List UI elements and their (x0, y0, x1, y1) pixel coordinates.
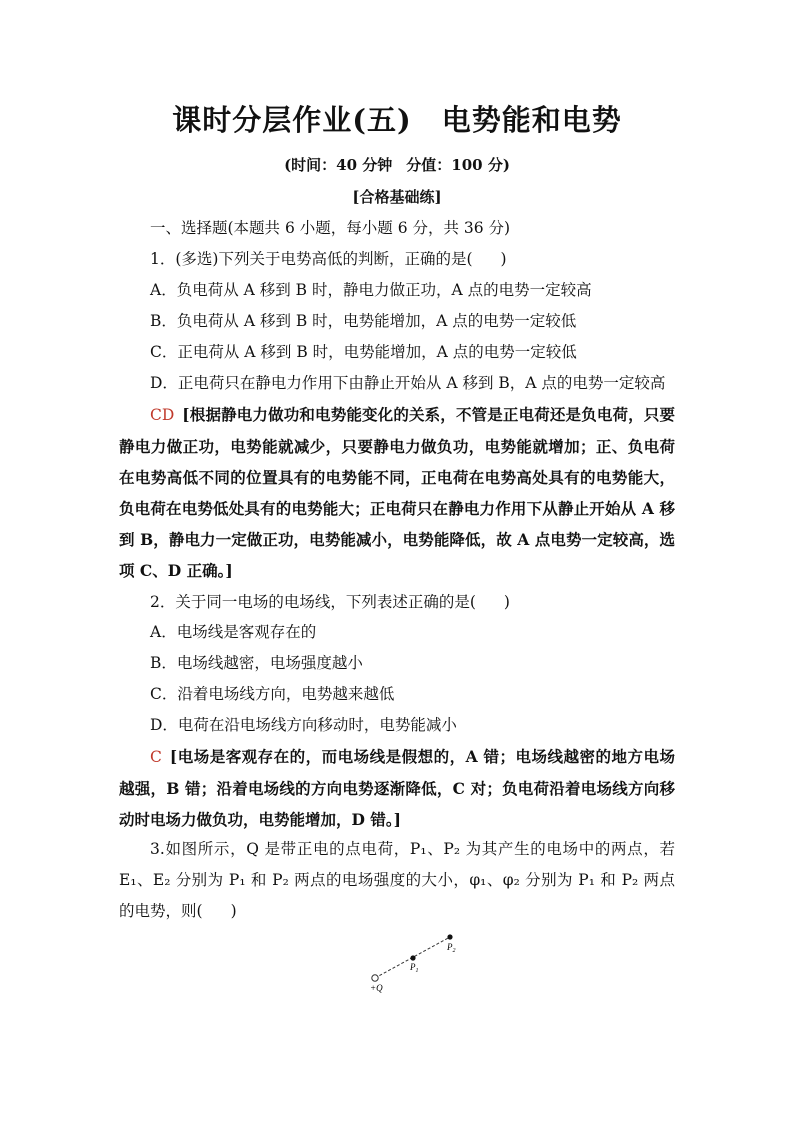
q1-stem (150, 249, 507, 269)
point-p1-marker (410, 955, 415, 960)
q2-option-c: C．沿着电场线方向，电势越来越低 (150, 685, 395, 703)
page-title (0, 98, 794, 139)
q2-answer: C (150, 748, 162, 766)
q2-option-a: A．电场线是客观存在的 (150, 623, 317, 641)
q3-stem-text: 3.如图所示，Q 是带正电的点电荷，P₁、P₂ 为其产生的电场中的两点，若 E₁、E₂ 分别为 P₁ 和 P₂ 两点的电场强度的大小，φ₁、φ₂ 分别为 P₁ 和 P₂ 两点的电势，则( (119, 840, 675, 920)
q1-option-a: A．负电荷从 A 移到 B 时，静电力做正功，A 点的电势一定较高 (150, 281, 592, 299)
title-right: 电势能和电势 (441, 103, 622, 137)
q2-option-b: B．电场线越密，电场强度越小 (150, 654, 363, 672)
q3-stem-close: ) (230, 902, 237, 920)
q1-option-b: B．负电荷从 A 移到 B 时，电势能增加，A 点的电势一定较低 (150, 312, 577, 330)
q2-stem-text: 2．关于同一电场的电场线，下列表述正确的是( (150, 593, 476, 611)
q1-stem-text: 1．(多选)下列关于电势高低的判断，正确的是( (150, 250, 473, 268)
q1-answer: CD (150, 406, 175, 424)
title-left: 课时分层作业(五) (172, 103, 412, 137)
part-heading: 一、选择题(本题共 6 小题，每小题 6 分，共 36 分) (150, 219, 511, 237)
q2-stem-close: ) (503, 593, 510, 611)
q1-option-c: C．正电荷从 A 移到 B 时，电势能增加，A 点的电势一定较低 (150, 343, 577, 361)
section-tag: [合格基础练] (352, 188, 442, 206)
point-p2-marker (447, 934, 452, 939)
q2-stem (150, 592, 510, 612)
q1-answer-block (119, 399, 675, 586)
q3-stem (119, 834, 675, 927)
point-p1-label: $P_1$ (410, 962, 419, 974)
q1-explanation: [根据静电力做功和电势能变化的关系，不管是正电荷还是负电荷，只要静电力做正功，电势能就减少，只要静电力做负功，电势能就增加；正、负电荷在电势高低不同的位置具有的电势能不同，正电荷在电势高处具有的电势能大，负电荷在电势低处具有的电势能大；正电荷只在静电力作用下从静止开始从 A 移到 B，静电力一定做正功，电势能减小，电势能降低，故 A 点电势一定较高，选项 C、D 正确。] (119, 405, 675, 580)
charge-q-label: +Q (370, 983, 383, 993)
time-info: (时间：40 分钟 (284, 156, 393, 174)
q1-option-d: D．正电荷只在静电力作用下由静止开始从 A 移到 B，A 点的电势一定较高 (150, 374, 666, 392)
q3-figure (360, 928, 470, 998)
q2-explanation: [电场是客观存在的，而电场线是假想的，A 错；电场线越密的地方电场越强，B 错；沿着电场线的方向电势逐渐降低，C 对；负电荷沿着电场线方向移动时电场力做负功，电势能增加，D 错。] (119, 747, 675, 829)
q2-answer-block (119, 741, 675, 835)
time-score-info (0, 154, 794, 175)
score-info: 分值：100 分) (406, 156, 510, 174)
point-p2-label: $P_2$ (447, 942, 456, 954)
charge-q-marker (372, 975, 378, 981)
q2-option-d: D．电荷在沿电场线方向移动时，电势能减小 (150, 716, 457, 734)
q1-stem-close: ) (500, 250, 507, 268)
